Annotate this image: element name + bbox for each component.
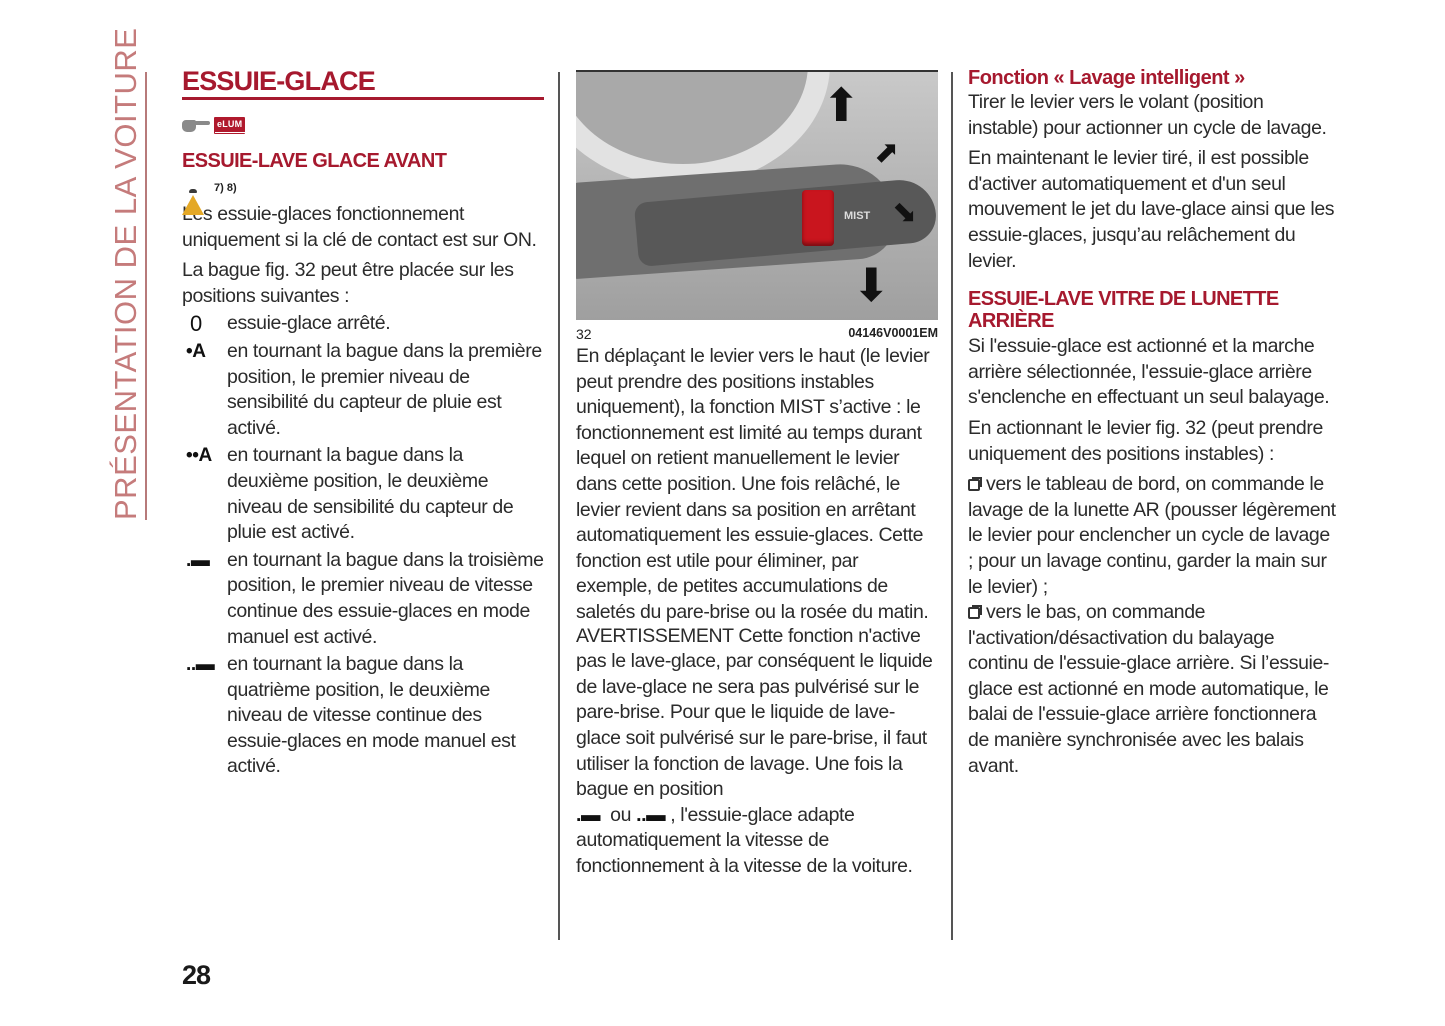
list-item-text: en tournant la bague dans la première position, le premier niveau de sensibilité du capteur de pluie est activé. [227,339,542,439]
bullet-box-icon [968,607,980,619]
list-item [182,311,544,337]
arrow-down-right-icon: ⬊ [892,196,918,229]
title-underline [182,97,544,100]
list-item-text: en tournant la bague dans la quatrième position, le deuxième niveau de vitesse continue des essuie-glaces en mode manuel est activé. [227,653,516,778]
reference-icons [182,114,544,136]
list-item [182,443,544,545]
arrow-up-icon: ⬆ [822,79,861,131]
red-ring-control [802,190,834,246]
wiper-speed-1-icon: .▬ [186,549,210,571]
list-item-text: en tournant la bague dans la troisième position, le premier niveau de vitesse continue des essuie-glaces en mode manuel est activé. [227,548,544,648]
paragraph: La bague fig. 32 peut être placée sur les positions suivantes : [182,259,514,307]
page-number: 28 [182,960,211,990]
wiper-speed-2-icon: ..▬ [186,654,215,676]
figure-code: 04146V0001EM [848,326,938,340]
paragraph: En actionnant le levier fig. 32 (peut prendre uniquement des positions instables) : [968,416,1323,465]
arrow-up-right-icon: ⬈ [874,136,900,169]
pointing-hand-icon [182,118,210,132]
arrow-down-icon: ⬇ [852,259,891,311]
warning-refs[interactable]: 7) 8) [214,182,237,194]
rain-sensor-level-2-icon: ••A [186,445,212,467]
side-chapter-tab [106,27,146,520]
warning-reference [182,178,544,198]
list-item: vers le bas, on commande l'activation/désactivation du balayage continu de l'essuie-glace arrière. Si l’essuie-glace est actionné en mode automatique, le balai de l'essuie-glace arrière fonctionnera de manière synchronisée avec les balais avant. [968,601,1330,777]
smart-wash-title: Fonction « Lavage intelligent » [968,67,1245,89]
list-item [182,652,544,780]
column-divider [558,72,560,940]
rain-sensor-level-1-icon: •A [186,340,206,362]
wiper-speed-1-icon: .▬ [576,803,601,826]
list-item-text: en tournant la bague dans la deuxième position, le deuxième niveau de sensibilité du capteur de pluie est activé. [227,444,514,544]
paragraph: En maintenant le levier tiré, il est possible d'activer automatiquement et d'un seul mouvement le jet du lave-glace ainsi que les essuie-glaces, jusqu’au relâchement du levier. [968,147,1335,272]
column-divider [951,72,953,940]
mist-label: MIST [844,210,871,222]
figure-number: 32 [576,326,592,342]
middle-column [576,64,938,879]
elum-book-icon[interactable]: eLUM [214,117,245,134]
paragraph: Les essuie-glaces fonctionnement uniquement si la clé de contact est sur ON. [182,203,537,251]
paragraph: Si l'essuie-glace est actionné et la marche arrière sélectionnée, l'essuie-glace arrière s'enclenche en effectuant un seul balayage. [968,335,1330,409]
bullet-box-icon [968,479,980,491]
rear-wiper-title: ESSUIE-LAVE VITRE DE LUNETTE ARRIÈRE [968,288,1279,333]
section-title: ESSUIE-GLACE [182,66,375,96]
figure-caption [576,326,938,342]
warning-paragraph: AVERTISSEMENT Cette fonction n'active pas le lave-glace, par conséquent le liquide de lave-glace ne sera pas pulvérisé sur le pare-brise. Pour que le liquide de lave-glace soit pulvérisé sur le pare-brise, il faut utiliser la fonction de lavage. Une fois la bague en position .▬ ou ..▬ , l'essuie-glace adapte automatiquement la vitesse de fonctionnement à la vitesse de la voiture. [576,624,933,877]
paragraph: Tirer le levier vers le volant (position instable) pour actionner un cycle de lavage. [968,91,1327,139]
position-off-icon: 0 [190,311,202,337]
list-item: vers le tableau de bord, on commande le lavage de la lunette AR (pousser légèrement le levier pour enclencher un cycle de lavage ; pour un lavage continu, garder la main sur le levier) ; [968,473,1336,598]
right-column [968,64,1338,779]
list-item-text: essuie-glace arrêté. [227,312,391,335]
position-list [182,311,544,780]
chapter-title: PRÉSENTATION DE LA VOITURE [108,27,143,520]
warning-triangle-icon [182,178,204,198]
list-item [182,339,544,441]
subsection-title: ESSUIE-LAVE GLACE AVANT [182,150,447,172]
wiper-speed-2-icon: ..▬ [636,803,666,826]
list-item [182,548,544,650]
figure-wiper-stalk [576,70,938,320]
paragraph: En déplaçant le levier vers le haut (le levier peut prendre des positions instables uniquement), la fonction MIST s’active : le fonctionnement est limité au temps durant lequel on retient manuellement le levier dans cette position. Une fois relâché, le levier revient dans sa position en arrêtant automatiquement les essuie-glaces. Cette fonction est utile pour éliminer, par exemple, de petites accumulations de saletés du pare-brise ou la rosée du matin. [576,345,930,623]
left-column [182,64,544,780]
side-tab-rule [145,72,147,520]
